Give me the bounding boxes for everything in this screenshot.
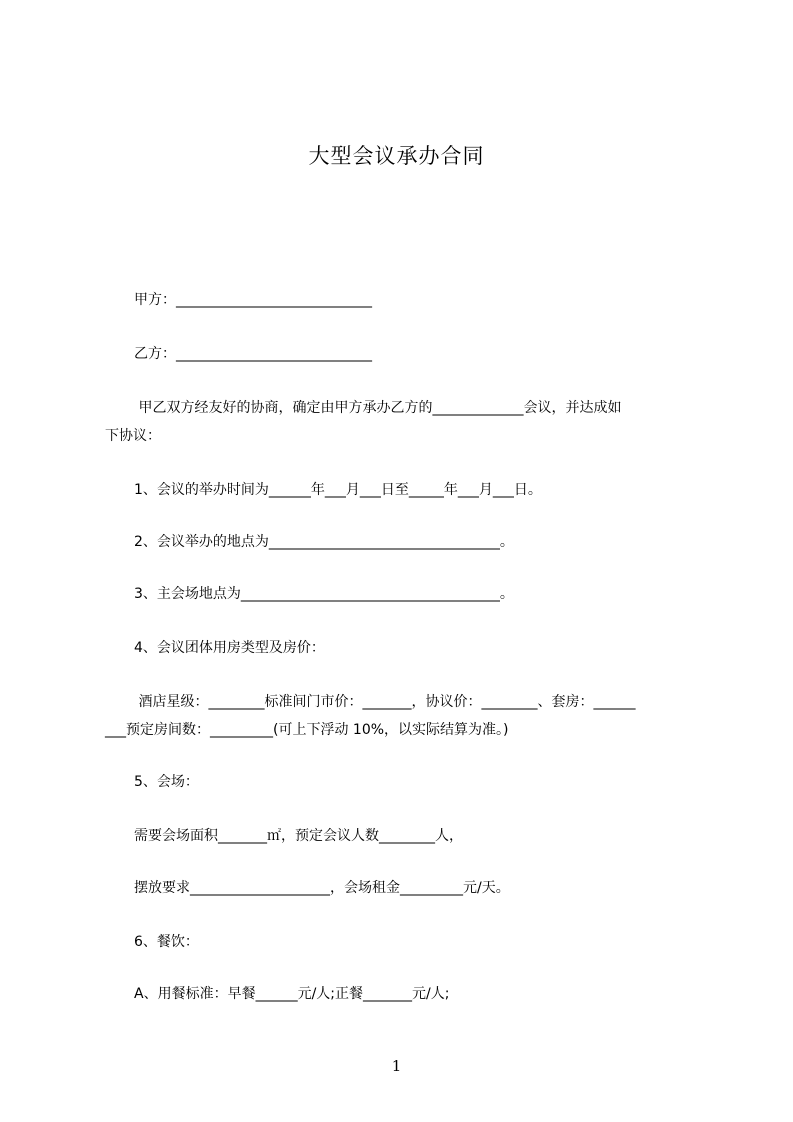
document-title: 大型会议承办合同 [308, 144, 485, 168]
party-a-line: 甲方：____________________________ [134, 292, 372, 308]
clause-2: 2、会议举办的地点为_________________________________。 [134, 534, 514, 550]
clause-4: 4、会议团体用房类型及房价： [134, 640, 325, 656]
clause-5: 5、会场： [134, 774, 199, 790]
venue-line-1: 需要会场面积_______㎡，预定会议人数________人， [134, 828, 463, 844]
party-b-line: 乙方：____________________________ [134, 346, 372, 362]
venue-line-2: 摆放要求____________________，会场租金_________元/天。 [134, 880, 510, 896]
page-number: 1 [391, 1057, 402, 1075]
clause-6: 6、餐饮： [134, 934, 199, 950]
meal-standard-line: A、用餐标准：早餐______元/人;正餐_______元/人; [134, 986, 450, 1002]
clause-1: 1、会议的举办时间为______年___月___日至_____年___月___日。 [134, 482, 542, 498]
intro-line-1: 甲乙双方经友好的协商，确定由甲方承办乙方的_____________会议，并达成如 [134, 400, 622, 416]
intro-line-2: 下协议： [105, 428, 161, 444]
clause-3: 3、主会场地点为_____________________________________。 [134, 586, 514, 602]
hotel-line-1: 酒店星级：________标准间门市价：_______，协议价：________、套房：______ [134, 694, 636, 710]
hotel-line-2: ___预定房间数：_________(可上下浮动 10%，以实际结算为准。) [105, 722, 509, 738]
